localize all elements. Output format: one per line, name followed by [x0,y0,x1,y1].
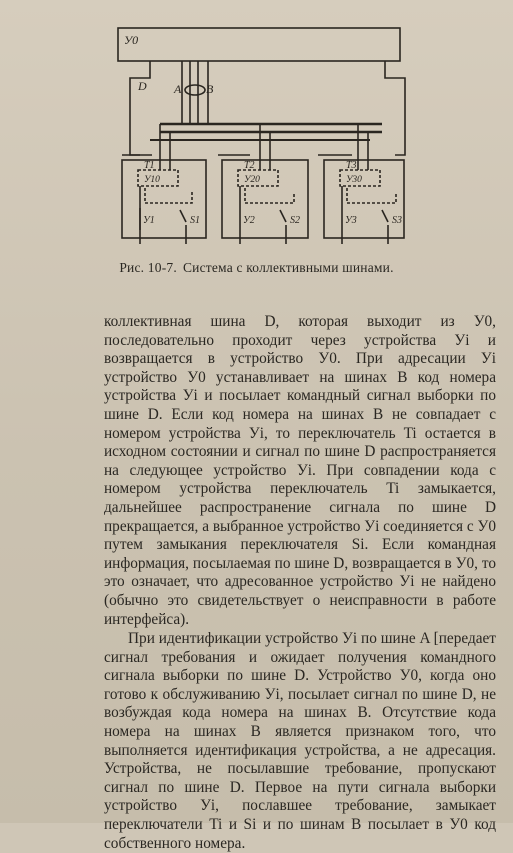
label-y2: У2 [243,215,255,226]
unit-2 [222,160,308,238]
y0-block [118,28,400,61]
body-text [104,313,496,853]
bus-d-left [130,61,150,155]
label-y20: У20 [244,175,260,185]
bus-system-diagram [100,20,420,255]
paragraph-1: коллективная шина D, которая выходит из У0, последовательно проходит через устройства Уi и возвращается в устройство У0. При адресации Уi устройство У0 устанавливает на шинах B код номера устройства Уi и посылает командный сигнал выборки по шине D. Если код номера на шинах B не совпадает с номером устройства Уi, то переключатель Ti остается в исходном состоянии и сигнал по шине D распространяется на следующее устройство Уi. При совпадении кода с номером устройства переключатель Ti замыкается, дальнейшее распространение сигнала по шине D прекращается, а выбранное устройство Уi соединяется с У0 путем замыкания переключателя Si. Если командная информация, посылаемая по шине D, возвращается в У0, то это означает, что адресованное устройство Уi не найдено (обычно это свидетельствует о неисправности в работе интерфейса). [104,313,496,628]
label-t3: T3 [346,160,357,171]
label-y3: У3 [345,215,357,226]
label-s1: S1 [190,215,200,226]
circuit-diagram [100,20,420,255]
label-y10: У10 [144,175,160,185]
unit-1 [122,160,206,238]
label-y30: У30 [346,175,362,185]
caption-text: Система с коллективными шинами. [182,260,394,275]
label-a: A [174,82,182,96]
figure-caption [0,260,513,276]
label-s2: S2 [290,215,300,226]
label-d: D [138,79,147,93]
label-y0: У0 [124,33,139,47]
label-t2: T2 [244,160,255,171]
caption-number: Рис. 10-7. [119,260,177,275]
label-b: B [206,82,214,96]
label-s3: S3 [392,215,402,226]
bus-d-right [385,61,405,155]
label-t1: T1 [144,160,155,171]
label-y1: У1 [143,215,155,226]
paragraph-2: При идентификации устройство Уi по шине A [передает сигнал требования и ожидает получения командного сигнала выборки по шине D. Устройство У0, когда оно готово к обслуживанию Уi, посылает сигнал по шине D, не возбуждая кода номера на шинах B. Отсутствие кода номера на шинах B является признаком того, что выполняется идентификация устройства, а не адресация. Устройства, не посылавшие требование, пропускают сигнал по шине D. Первое на пути сигнала выборки устройство Уi, пославшее требование, замыкает переключатели Ti и Si и по шинам B посылает в У0 код собственного номера. [104,630,496,852]
unit-3 [324,160,404,238]
